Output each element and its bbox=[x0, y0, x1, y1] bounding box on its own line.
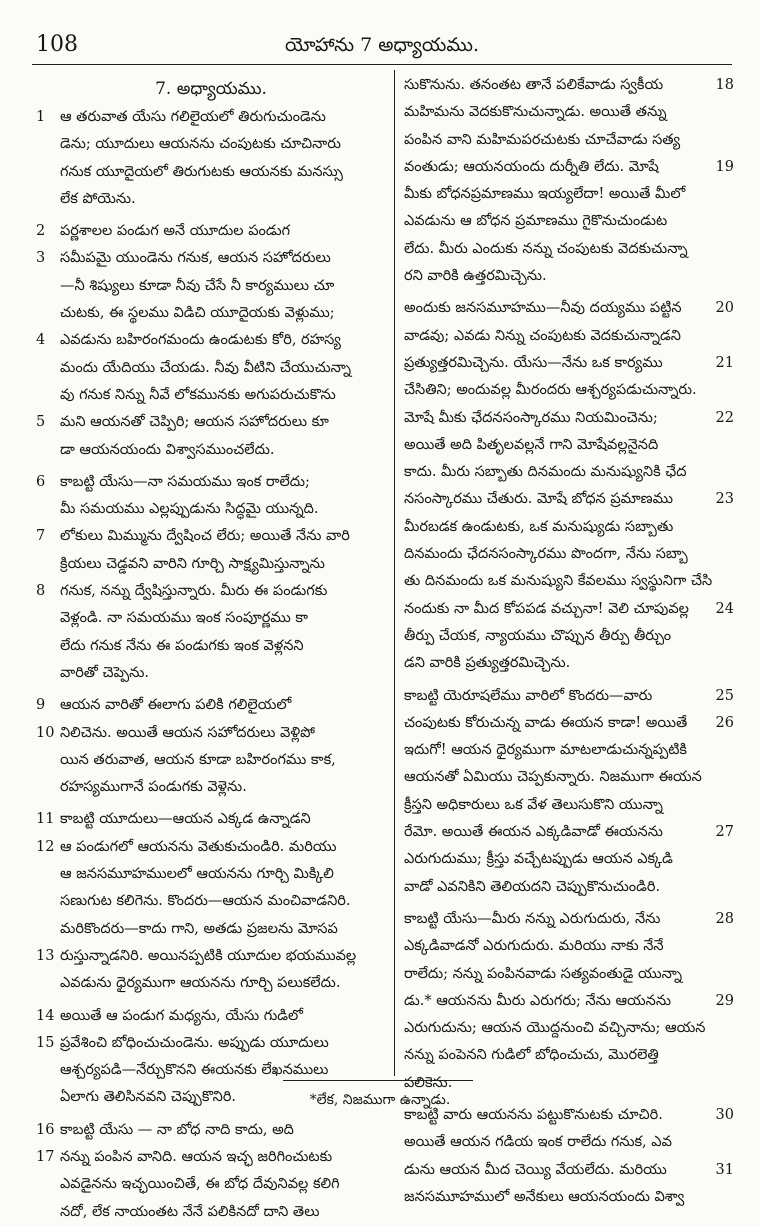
verse-text: తీర్పు చేయక, న్యాయము చొప్పున తీర్పు తీర్చుం bbox=[404, 627, 672, 644]
verse-text: నిలిచెను. అయితే ఆయన సహోదరులు వెళ్లిపో bbox=[60, 724, 315, 741]
text-line bbox=[404, 459, 734, 486]
text-line bbox=[36, 633, 386, 660]
verse-number: 8 bbox=[36, 583, 46, 600]
text-line bbox=[36, 273, 386, 300]
verse-text: కాబట్టి యూదులు—ఆయన ఎక్కడ ఉన్నాడని bbox=[60, 811, 311, 828]
verse-number: 9 bbox=[36, 697, 46, 714]
text-line bbox=[36, 970, 386, 997]
text-line bbox=[404, 236, 734, 263]
text-line bbox=[36, 218, 386, 245]
text-line bbox=[36, 186, 386, 213]
text-line bbox=[36, 916, 386, 943]
text-line bbox=[36, 1117, 386, 1144]
text-line bbox=[404, 208, 734, 235]
verse-text: మరికొందరు—కాదు గాని, అతడు ప్రజలను మోసప bbox=[60, 920, 338, 937]
text-line bbox=[404, 295, 734, 322]
text-line bbox=[36, 1171, 386, 1198]
verse-text: ఎవడును బహిరంగమందు ఉండుటకు కోరి, రహస్య bbox=[60, 332, 341, 349]
verse-text: వాడవు; ఎవడు నిన్ను చంపుటకు వెదకుచున్నాడని bbox=[404, 327, 681, 344]
text-line bbox=[404, 737, 734, 764]
footnote-rule bbox=[283, 1080, 473, 1081]
verse-paragraph bbox=[36, 218, 386, 464]
verse-number: 23 bbox=[715, 491, 734, 508]
verse-text: కాదు. మీరు సబ్బాతు దినమందు మనుష్యునికి ఛేద bbox=[404, 464, 687, 481]
text-line bbox=[404, 906, 734, 933]
verse-paragraph bbox=[36, 104, 386, 213]
text-line bbox=[404, 596, 734, 623]
text-line bbox=[404, 874, 734, 901]
text-line bbox=[404, 72, 734, 99]
verse-number: 30 bbox=[715, 1106, 734, 1123]
verse-text: చేసితిని; అందువల్ల మీరందరు ఆశ్చర్యపడుచున్నారు. bbox=[404, 382, 697, 399]
text-line bbox=[404, 127, 734, 154]
verse-number: 4 bbox=[36, 332, 46, 349]
header-rule bbox=[32, 64, 732, 65]
verse-number: 22 bbox=[715, 409, 734, 426]
verse-text: చంపుటకు కోరుచున్న వాడు ఈయన కాడా! అయితే bbox=[404, 714, 688, 731]
text-line bbox=[404, 1184, 734, 1211]
text-line bbox=[36, 469, 386, 496]
text-line bbox=[404, 988, 734, 1015]
verse-number: 26 bbox=[715, 714, 734, 731]
verse-paragraph bbox=[36, 1117, 386, 1226]
verse-text: రేమో. అయితే ఈయన ఎక్కడివాడో ఈయనను bbox=[404, 824, 663, 841]
verse-text: డు.* ఆయనను మీరు ఎరుగరు; నేను ఆయనను bbox=[404, 992, 672, 1009]
text-line bbox=[404, 1129, 734, 1156]
column-divider bbox=[394, 70, 395, 1076]
text-line bbox=[36, 1030, 386, 1057]
text-line bbox=[36, 720, 386, 747]
verse-text: సమీపమై యుండెను గనుక, ఆయన సహోదరులు bbox=[60, 250, 331, 267]
verse-paragraph bbox=[404, 683, 734, 901]
verse-paragraph bbox=[36, 806, 386, 997]
verse-text: మీరబడక ఉండుటకు, ఒక మనుష్యుడు సబ్బాతు bbox=[404, 518, 674, 535]
verse-text: యిన తరువాత, ఆయన కూడా బహిరంగము కాక, bbox=[60, 751, 336, 768]
text-line bbox=[36, 834, 386, 861]
text-line bbox=[404, 323, 734, 350]
verse-text: మీకు బోధనప్రమాణము ఇయ్యలేదా! అయితే మీలో bbox=[404, 186, 686, 203]
text-line bbox=[36, 888, 386, 915]
verse-number: 21 bbox=[715, 354, 734, 371]
verse-text: డా ఆయనయందు విశ్వాసముంచలేదు. bbox=[60, 441, 275, 458]
text-line bbox=[404, 623, 734, 650]
text-line bbox=[404, 405, 734, 432]
text-line bbox=[36, 1199, 386, 1226]
verse-text: లేదు. మీరు ఎందుకు నన్ను చంపుటకు వెదకుచున్నా bbox=[404, 240, 688, 257]
verse-text: కాబట్టి వారు ఆయనను పట్టుకొనుటకు చూచిరి. bbox=[404, 1106, 663, 1123]
verse-text: డని వారికి ప్రత్యుత్తరమిచ్చెను. bbox=[404, 655, 571, 672]
verse-text: ప్రవేశించి బోధించుచుండెను. అప్పుడు యూదులు bbox=[60, 1034, 329, 1051]
text-line bbox=[404, 764, 734, 791]
verse-text: రుస్తున్నాడనిరి. అయినప్పటికి యూదుల భయమువల్ల bbox=[60, 947, 357, 964]
verse-text: లోకులు మిమ్మును ద్వేషించ లేరు; అయితే నేను వారి bbox=[60, 528, 350, 545]
text-line bbox=[36, 327, 386, 354]
verse-text: పలికెను. bbox=[404, 1074, 453, 1091]
text-line bbox=[36, 806, 386, 833]
verse-text: నదో, లేక నాయంతట నేనే పలికినదో దాని తెలు bbox=[60, 1203, 320, 1220]
verse-text: నన్ను పంపెనని గుడిలో బోధించుచు, మొరలెత్తి bbox=[404, 1047, 659, 1064]
verse-text: ఎవడును ఆ బోధన ప్రమాణము గైకొనుచుండుట bbox=[404, 213, 668, 230]
verse-text: వారితో చెప్పెను. bbox=[60, 664, 149, 681]
verse-text: ఎవడును ధైర్యముగా ఆయనను గూర్చి పలుకలేదు. bbox=[60, 975, 341, 992]
text-line bbox=[404, 377, 734, 404]
verse-text: వాడో ఎవనికిని తెలియదని చెప్పుకొనుచుండిరి. bbox=[404, 878, 661, 895]
text-line bbox=[36, 355, 386, 382]
text-line bbox=[36, 692, 386, 719]
text-line bbox=[404, 846, 734, 873]
verse-text: డెను; యూదులు ఆయనను చంపుటకు చూచినారు bbox=[60, 136, 341, 153]
verse-number: 14 bbox=[36, 1007, 55, 1024]
verse-text: సుకొనును. తనంతట తానే పలికేవాడు స్వకీయ bbox=[404, 77, 664, 93]
text-line bbox=[36, 523, 386, 550]
verse-text: కాబట్టి యేసు — నా బోధ నాది కాదు, అది bbox=[60, 1121, 294, 1138]
verse-number: 20 bbox=[715, 300, 734, 317]
verse-number: 13 bbox=[36, 947, 55, 964]
running-head: యోహాను 7 అధ్యాయము. bbox=[284, 34, 480, 56]
verse-text: డును ఆయన మీద చెయ్యి వేయలేదు. మరియు bbox=[404, 1161, 667, 1178]
verse-text: నసంస్కారము చేతురు. మోషే బోధన ప్రమాణము bbox=[404, 491, 673, 508]
verse-text: తు దినమందు ఒక మనుష్యుని కేవలము స్వస్థునిగా చేసి bbox=[404, 573, 713, 590]
text-line bbox=[404, 961, 734, 988]
page-number: 108 bbox=[36, 32, 78, 57]
verse-text: కాబట్టి యేసు—నా సమయము ఇంక రాలేదు; bbox=[60, 473, 310, 490]
text-line bbox=[404, 514, 734, 541]
verse-text: వంతుడు; ఆయనయందు దుర్నీతి లేదు. మోషే bbox=[404, 158, 659, 175]
text-line bbox=[404, 683, 734, 710]
verse-text: పంపిన వాని మహిమపరచుటకు చూచేవాడు సత్య bbox=[404, 131, 681, 148]
text-line bbox=[404, 263, 734, 290]
text-line bbox=[36, 774, 386, 801]
text-line bbox=[404, 819, 734, 846]
text-line bbox=[404, 486, 734, 513]
text-line bbox=[36, 660, 386, 687]
text-line bbox=[404, 181, 734, 208]
verse-number: 11 bbox=[36, 811, 55, 828]
verse-text: మని ఆయనతో చెప్పిరి; ఆయన సహోదరులు కూ bbox=[60, 414, 329, 431]
verse-text: ఆయనతో ఏమియు చెప్పకున్నారు. నిజముగా ఈయన bbox=[404, 769, 702, 786]
chapter-title: 7. అధ్యాయము. bbox=[155, 79, 267, 99]
verse-text: లేక పోయెను. bbox=[60, 190, 136, 207]
text-line bbox=[36, 131, 386, 158]
text-line bbox=[36, 943, 386, 970]
text-line bbox=[404, 154, 734, 181]
text-line bbox=[36, 551, 386, 578]
verse-text: వెళ్లండి. నా సమయము ఇంక సంపూర్ణము కా bbox=[60, 610, 308, 627]
verse-text: ఎరుగుదును; ఆయన యొద్దనుంచి వచ్చినాను; ఆయన bbox=[404, 1020, 706, 1037]
verse-paragraph bbox=[36, 469, 386, 687]
verse-text: మోషే మీకు ఛేదనసంస్కారము నియమించెను; bbox=[404, 409, 658, 426]
verse-number: 5 bbox=[36, 414, 46, 431]
verse-text: రని వారికి ఉత్తరమిచ్చెను. bbox=[404, 268, 547, 285]
verse-paragraph bbox=[404, 1102, 734, 1211]
verse-number: 29 bbox=[715, 992, 734, 1009]
verse-text: గనుక యూదైయలో తిరుగుటకు ఆయనకు మనస్సు bbox=[60, 163, 343, 180]
verse-text: మందు యేదియు చేయడు. నీవు వీటిని చేయుచున్నా bbox=[60, 359, 351, 376]
text-line bbox=[404, 350, 734, 377]
verse-number: 16 bbox=[36, 1121, 55, 1138]
verse-text: క్రియలు చెడ్డవని వారిని గూర్చి సాక్ష్యమిస్తున్నాను bbox=[60, 555, 325, 572]
verse-text: వు గనుక నిన్ను నీవే లోకమునకు అగుపరుచుకొను bbox=[60, 386, 336, 403]
text-line bbox=[404, 1042, 734, 1069]
verse-number: 3 bbox=[36, 250, 46, 267]
verse-text: దినమందు ఛేదనసంస్కారము పొందగా, నేను సబ్బా bbox=[404, 546, 688, 563]
text-line bbox=[36, 159, 386, 186]
verse-text: అయితే ఆ పండుగ మధ్యను, యేసు గుడిలో bbox=[60, 1007, 303, 1024]
verse-number: 12 bbox=[36, 838, 55, 855]
verse-text: అయితే అది పితృలవల్లనే గాని మోషేవల్లనైనది bbox=[404, 436, 659, 453]
verse-text: ఏలాగు తెలిసినవని చెప్పుకొనిరి. bbox=[60, 1089, 237, 1106]
text-line bbox=[404, 541, 734, 568]
verse-number: 6 bbox=[36, 473, 46, 490]
verse-text: ఆయన వారితో ఈలాగు పలికి గలిలైయలో bbox=[60, 697, 292, 714]
text-line bbox=[36, 605, 386, 632]
verse-text: —నీ శిష్యులు కూడా నీవు చేసే నీ కార్యములు చూ bbox=[60, 277, 335, 294]
verse-text: ఎక్కడివాడనో ఎరుగుదురు. మరియు నాకు నేనే bbox=[404, 938, 664, 955]
verse-number: 2 bbox=[36, 223, 46, 240]
verse-number: 7 bbox=[36, 528, 46, 545]
verse-text: కాబట్టి యెరూషలేము వారిలో కొందరు—వారు bbox=[404, 687, 653, 704]
text-line bbox=[36, 578, 386, 605]
verse-number: 10 bbox=[36, 724, 55, 741]
text-line bbox=[404, 568, 734, 595]
text-line bbox=[404, 432, 734, 459]
right-column bbox=[404, 72, 734, 1205]
verse-text: రాలేదు; నన్ను పంపినవాడు సత్యవంతుడై యున్నా bbox=[404, 965, 683, 982]
verse-number: 28 bbox=[715, 910, 734, 927]
verse-text: ఆ పండుగలో ఆయనను వెతుకుచుండిరి. మరియు bbox=[60, 838, 337, 855]
verse-text: మహిమను వెదకుకొనుచున్నాడు. అయితే తన్ను bbox=[404, 104, 667, 121]
text-line bbox=[36, 104, 386, 131]
verse-text: ఆ జనసమూహములలో ఆయనను గూర్చి మిక్కిలి bbox=[60, 866, 334, 883]
text-line bbox=[36, 437, 386, 464]
text-line bbox=[36, 1144, 386, 1171]
verse-number: 25 bbox=[715, 687, 734, 704]
verse-text: ఆశ్చర్యపడి—నేర్చుకొనని ఈయనకు లేఖనములు bbox=[60, 1062, 329, 1079]
text-line bbox=[36, 409, 386, 436]
text-line bbox=[36, 245, 386, 272]
verse-text: గనుక, నన్ను ద్వేషిస్తున్నారు. మీరు ఈ పండుగకు bbox=[60, 583, 328, 600]
verse-text: ఇదుగో! ఆయన ధైర్యముగా మాటలాడుచున్నప్పటికి bbox=[404, 742, 687, 759]
verse-paragraph bbox=[404, 295, 734, 677]
text-line bbox=[36, 300, 386, 327]
verse-number: 31 bbox=[715, 1161, 734, 1178]
text-line bbox=[36, 861, 386, 888]
text-line bbox=[404, 99, 734, 126]
verse-paragraph bbox=[404, 906, 734, 1097]
footnote: *లేక, నిజముగా ఉన్నాడు. bbox=[309, 1092, 451, 1108]
verse-text: సణుగుట కలిగెను. కొందరు—ఆయన మంచివాడనిరి. bbox=[60, 893, 351, 910]
verse-text: నందుకు నా మీద కోపపడ వచ్చునా! వెలి చూపువల్ల bbox=[404, 600, 689, 617]
text-line bbox=[404, 1015, 734, 1042]
text-line bbox=[404, 1157, 734, 1184]
verse-text: ఎవడైనను ఇచ్ఛయించితే, ఈ బోధ దేవునివల్ల కలిగి bbox=[60, 1176, 340, 1193]
text-line bbox=[404, 933, 734, 960]
verse-text: కాబట్టి యేసు—మీరు నన్ను ఎరుగుదురు, నేను bbox=[404, 910, 661, 927]
verse-number: 15 bbox=[36, 1034, 55, 1051]
verse-text: రహస్యముగానే పండుగకు వెళ్లెను. bbox=[60, 779, 247, 796]
page-header bbox=[32, 28, 732, 62]
verse-text: అందుకు జనసమూహము—నీవు దయ్యము పట్టిన bbox=[404, 300, 682, 317]
verse-number: 19 bbox=[715, 158, 734, 175]
text-line bbox=[36, 496, 386, 523]
verse-number: 1 bbox=[36, 109, 46, 125]
verse-text: క్రీస్తని అధికారులు ఒక వేళ తెలుసుకొని యున్నా bbox=[404, 796, 663, 813]
verse-text: మీ సమయము ఎల్లప్పుడును సిద్ధమై యున్నది. bbox=[60, 501, 319, 518]
text-line bbox=[404, 792, 734, 819]
verse-text: అయితే ఆయన గడియ ఇంక రాలేదు గనుక, ఎవ bbox=[404, 1134, 672, 1151]
text-line bbox=[36, 747, 386, 774]
verse-paragraph bbox=[404, 72, 734, 290]
verse-text: నన్ను పంపిన వానిది. ఆయన ఇచ్ఛ జరిగించుటకు bbox=[60, 1148, 333, 1165]
text-line bbox=[36, 382, 386, 409]
verse-text: చుటకు, ఈ స్థలము విడిచి యూదైయకు వెళ్లుము; bbox=[60, 305, 335, 322]
verse-number: 18 bbox=[715, 77, 734, 93]
verse-paragraph bbox=[36, 692, 386, 801]
text-line bbox=[404, 710, 734, 737]
verse-text: ఆ తరువాత యేసు గలిలైయలో తిరుగుచుండెను bbox=[60, 109, 326, 125]
verse-text: జనసమూహములో అనేకులు ఆయనయందు విశ్వా bbox=[404, 1188, 685, 1205]
verse-text: ఎరుగుదుము; క్రీస్తు వచ్చేటప్పుడు ఆయన ఎక్కడి bbox=[404, 851, 673, 868]
verse-text: పర్ణశాలల పండుగ అనే యూదుల పండుగ bbox=[60, 223, 291, 240]
verse-number: 17 bbox=[36, 1148, 55, 1165]
verse-text: ప్రత్యుత్తరమిచ్చెను. యేసు—నేను ఒక కార్యము bbox=[404, 354, 663, 371]
verse-number: 27 bbox=[715, 824, 734, 841]
text-line bbox=[404, 650, 734, 677]
verse-text: లేదు గనుక నేను ఈ పండుగకు ఇంక వెళ్లనని bbox=[60, 637, 304, 654]
verse-number: 24 bbox=[715, 600, 734, 617]
text-line bbox=[36, 1003, 386, 1030]
